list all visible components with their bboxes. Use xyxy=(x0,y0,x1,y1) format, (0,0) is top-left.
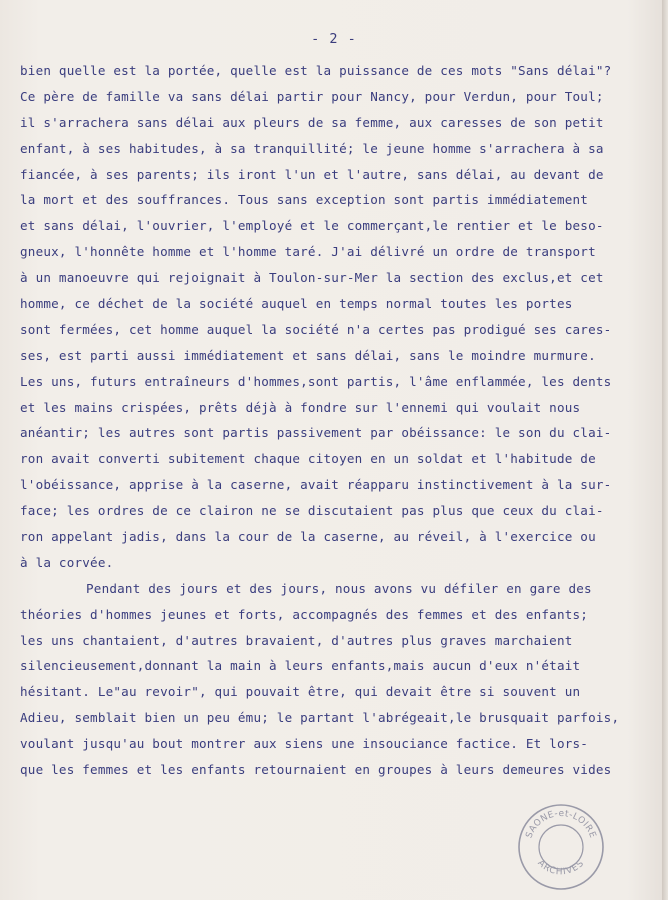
text-line: l'obéissance, apprise à la caserne, avait réapparu instinctivement à la sur- xyxy=(20,477,612,493)
text-line: fiancée, à ses parents; ils iront l'un et l'autre, sans délai, au devant de xyxy=(20,166,604,182)
text-line: ron avait converti subitement chaque citoyen en un soldat et l'habitude de xyxy=(20,451,596,467)
text-line: théories d'hommes jeunes et forts, accompagnés des femmes et des enfants; xyxy=(20,606,589,622)
stamp-top-text: SAONE-et-LOIRE xyxy=(524,808,598,840)
text-line: ses, est parti aussi immédiatement et sans délai, sans le moindre murmure. xyxy=(20,347,596,363)
text-line: la mort et des souffrances. Tous sans exception sont partis immédiatement xyxy=(20,192,589,208)
document-body xyxy=(20,58,668,783)
text-line: voulant jusqu'au bout montrer aux siens une insouciance factice. Et lors- xyxy=(20,736,589,752)
text-line: Les uns, futurs entraîneurs d'hommes,sont partis, l'âme enflammée, les dents xyxy=(20,373,612,389)
text-line: sont fermées, cet homme auquel la société n'a certes pas prodigué ses cares- xyxy=(20,321,612,337)
text-line: à la corvée. xyxy=(20,554,114,570)
archives-stamp xyxy=(516,802,606,892)
text-line: et sans délai, l'ouvrier, l'employé et le commerçant,le rentier et le beso- xyxy=(20,218,604,234)
text-line: Ce père de famille va sans délai partir pour Nancy, pour Verdun, pour Toul; xyxy=(20,88,604,104)
text-line: Pendant des jours et des jours, nous avons vu défiler en gare des xyxy=(86,580,592,596)
paragraph-1 xyxy=(20,58,668,576)
text-line: les uns chantaient, d'autres bravaient, d'autres plus graves marchaient xyxy=(20,632,573,648)
text-line: enfant, à ses habitudes, à sa tranquillité; le jeune homme s'arrachera à sa xyxy=(20,140,604,156)
text-line: il s'arrachera sans délai aux pleurs de sa femme, aux caresses de son petit xyxy=(20,114,604,130)
text-line: que les femmes et les enfants retournaient en groupes à leurs demeures vides xyxy=(20,762,612,778)
text-line: bien quelle est la portée, quelle est la puissance de ces mots "Sans délai"? xyxy=(20,63,612,78)
text-line: hésitant. Le"au revoir", qui pouvait être, qui devait être si souvent un xyxy=(20,684,581,700)
text-line: gneux, l'honnête homme et l'homme taré. J'ai délivré un ordre de transport xyxy=(20,244,596,260)
stamp-bottom-text: ARCHIVES xyxy=(535,858,587,878)
paragraph-2 xyxy=(20,576,668,783)
text-line: face; les ordres de ce clairon ne se discutaient pas plus que ceux du clai- xyxy=(20,503,604,519)
text-line: ron appelant jadis, dans la cour de la caserne, au réveil, à l'exercice ou xyxy=(20,529,596,545)
text-line: à un manoeuvre qui rejoignait à Toulon-sur-Mer la section des exclus,et cet xyxy=(20,270,604,286)
text-line: silencieusement,donnant la main à leurs enfants,mais aucun d'eux n'était xyxy=(20,658,581,674)
text-line: homme, ce déchet de la société auquel en temps normal toutes les portes xyxy=(20,296,573,312)
page-number: - 2 - xyxy=(311,31,357,47)
text-line: et les mains crispées, prêts déjà à fondre sur l'ennemi qui voulait nous xyxy=(20,399,581,415)
text-line: anéantir; les autres sont partis passivement par obéissance: le son du clai- xyxy=(20,425,612,441)
text-line: Adieu, semblait bien un peu ému; le partant l'abrégeait,le brusquait parfois, xyxy=(20,710,620,726)
